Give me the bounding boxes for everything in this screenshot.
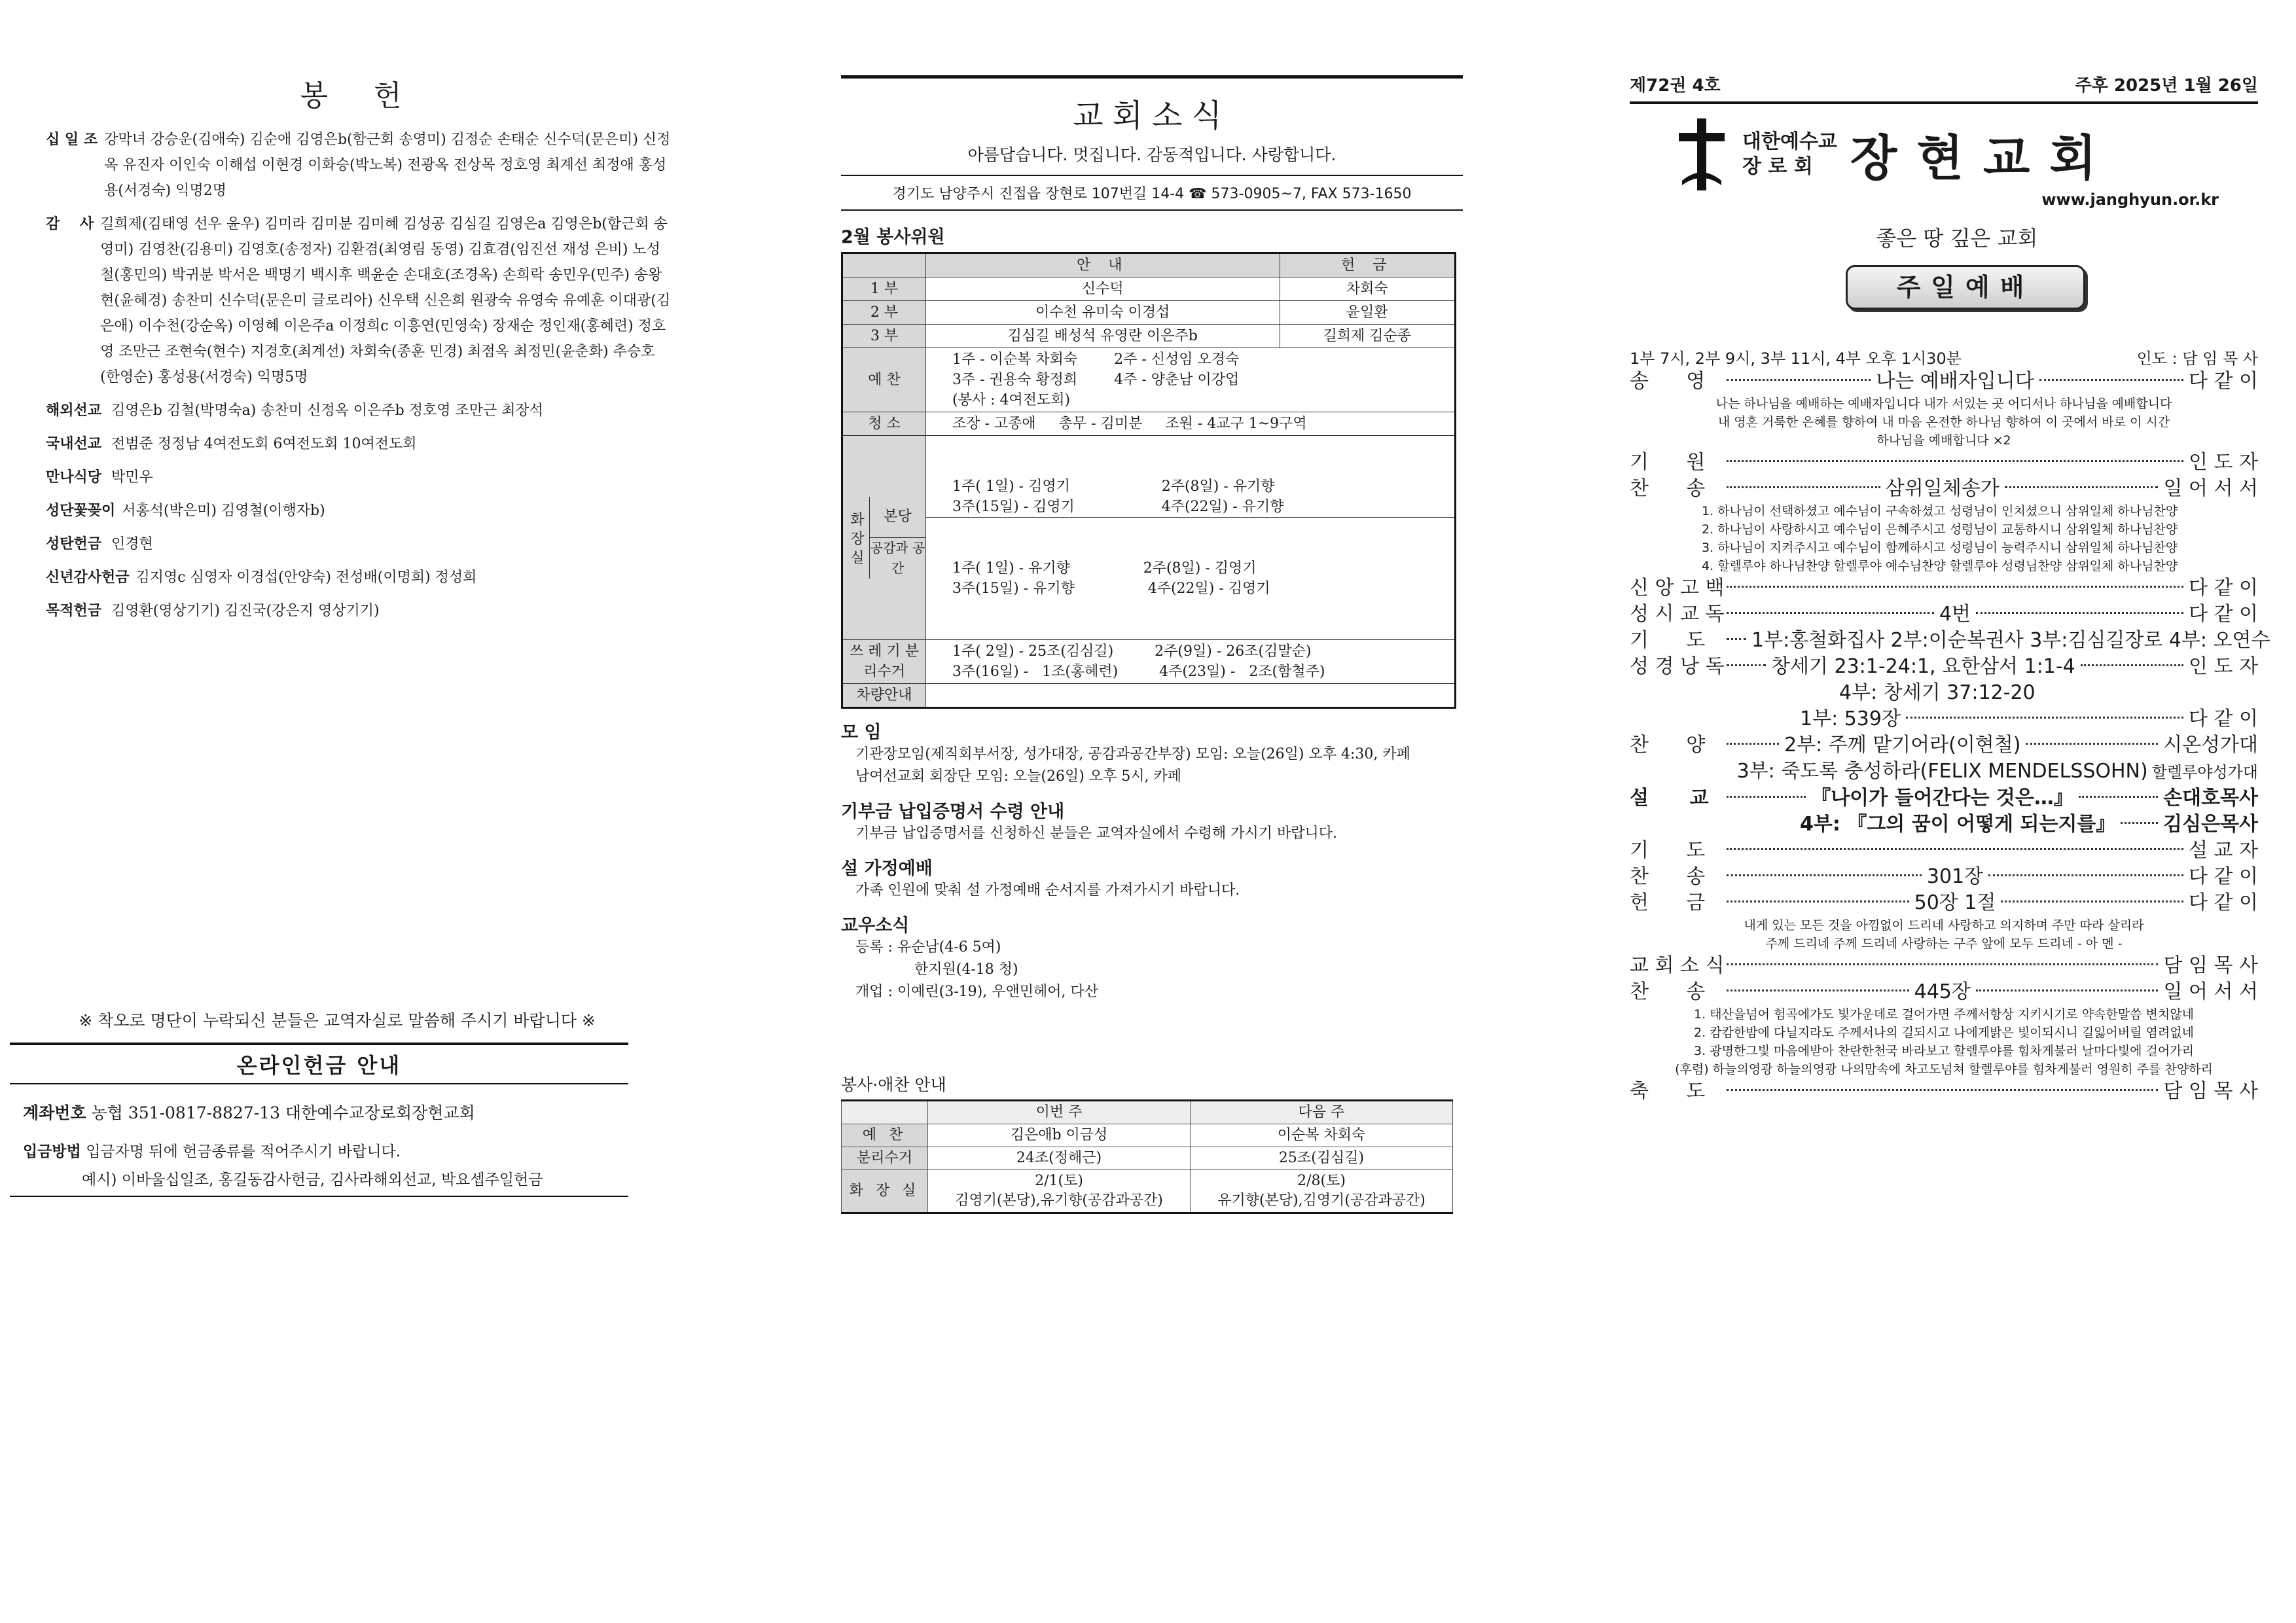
hymn-lyrics: 나는 하나님을 예배하는 예배자입니다 내가 서있는 곳 어디서나 하나님을 예배합니다 내 영혼 거룩한 은혜를 향하여 내 마음 온전한 하나님 향하여 이 곳에서 바로 이 시간 하나님을 예배합니다 ×2 [1715,397,2172,448]
service-duty-title: 봉사·애찬 안내 [841,1075,946,1094]
restroom-schedule: 1주( 1일) - 김영기 2주(8일) - 유기향 3주(15일) - 김영기 4주(22일) - 유기향 1주( 1일) - 유기향 2주(8일) - 김영기 3주(15일) - 유기향 4주(22일) - 김영기 [926,436,1456,640]
worship-times: 1부 7시, 2부 9시, 3부 11시, 4부 오후 1시30분 [1630,349,1962,368]
order-item: 송 영 나는 예배자입니다 다 같 이 [1630,370,2258,393]
offering-names: 김영환(영상기기) 김진국(강은지 영상기기) [111,603,380,619]
hymn-lyrics: 1. 하나님이 선택하셨고 예수님이 구속하셨고 성령님이 인치셨으니 삼위일체 하나님찬양 2. 하나님이 사랑하시고 예수님이 은혜주시고 성령님이 교통하시니 삼위일체 하나님찬양 3. 하나님이 지켜주시고 예수님이 함께하시고 성령님이 능력주시니 삼위일체 하나님찬양 4. 할렐루야 하나님찬양 할렐루야 예수님찬양 할렐루야 성령님찬양 삼위일체 하나님찬양 [1702,504,2178,573]
row-label: 청 소 [842,412,926,436]
service-duty-box [841,1060,1453,1214]
offering-column [46,0,674,1623]
offering-title: 봉 헌 [300,79,420,113]
order-item: 기 도 1부:홍철화집사 2부:이순복권사 3부:김심길장로 4부: 오연수 [1630,629,2270,652]
divider [1630,101,2258,104]
worship-leader: 인도 : 담 임 목 사 [2136,349,2258,368]
volume-number: 제72권 4호 [1630,76,1721,96]
bulletin-date: 주후 2025년 1월 26일 [2075,76,2258,96]
offering-label: 목적헌금 [46,603,102,619]
order-item: 찬 송 삼위일체송가 일 어 서 서 [1630,477,2259,500]
meeting-title: 모 임 [841,722,882,743]
row-label: 화 장 실 본당 공감과 공간 [842,436,926,640]
offering-label: 성탄헌금 [46,536,102,552]
row-label: 분리수거 [842,1147,928,1170]
news-title: 교회소식 [1073,98,1231,134]
omission-notice: ※ 착오로 명단이 누락되신 분들은 교역자실로 말씀해 주시기 바랍니다 ※ [79,1011,596,1030]
offering-names: 김영은b 김철(박명숙a) 송찬미 신정옥 이은주b 정호영 조만근 최장석 [111,402,543,419]
table-cell: 이수천 유미숙 이경섭 [926,301,1280,325]
table-cell: 24조(정해근) [928,1147,1191,1170]
recycling-schedule: 1주( 2일) - 25조(김심길) 2주(9일) - 26조(김말순) 3주(16일) - 1조(홍혜련) 4주(23일) - 2조(함철주) [926,640,1456,684]
table-cell: 25조(김심길) [1191,1147,1453,1170]
denomination: 대한예수교 장 로 회 [1742,130,1837,178]
parking-cell [926,684,1456,708]
volunteers-table [841,252,1456,709]
row-label: 예 찬 [842,348,926,412]
order-item: 성 시 교 독 4번 다 같 이 [1630,603,2258,626]
church-slogan: 좋은 땅 깊은 교회 [1876,226,2038,251]
row-label: 차량안내 [842,684,926,708]
offering-names: 강막녀 강승운(김애숙) 김순애 김영은b(함근회 송영미) 김정순 손태순 신수덕(문은미) 신정옥 유진자 이인숙 이해섭 이현경 이화승(박노복) 전광옥 전상목 정호영 최계선 최정애 홍성용(서경숙) 익명2명 [104,132,671,199]
table-cell: 김은애b 이금성 [928,1124,1191,1147]
order-item: 헌 금 50장 1절 다 같 이 [1630,891,2258,914]
order-item: 찬 송 445장 일 어 서 서 [1630,980,2258,1003]
order-item: 4부: 『그의 꿈이 어떻게 되는지를』 김심은목사 [1800,813,2258,836]
offering-label: 만나식당 [46,469,102,486]
choir-schedule: 1주 - 이순복 차회숙 2주 - 신성임 오경숙 3주 - 권용숙 황정희 4주 - 양춘남 이강업 (봉사 : 4여전도회) [926,348,1456,412]
order-item: 축 도 담 임 목 사 [1630,1080,2258,1103]
table-cell: 윤일환 [1280,301,1456,325]
bulletin-column [1630,0,2270,1623]
service-duty-table [841,1099,1453,1214]
offering-row [46,598,674,624]
row-label: 3 부 [842,325,926,348]
order-of-worship [1630,368,2270,1105]
bulletin-header [1630,72,2258,96]
row-label: 쓰 레 기 분리수거 [842,640,926,684]
volunteers-title: 2월 봉사위원 [841,227,945,247]
row-label: 화 장 실 [842,1170,928,1213]
divider [10,1196,628,1197]
offering-row [46,211,674,390]
church-address: 경기도 남양주시 진접읍 장현로 107번길 14-4 ☎ 573-0905~7, FAX 573-1650 [841,175,1463,211]
offering-names: 박민우 [111,469,153,486]
col-header: 안 내 [926,253,1280,277]
offering-label: 감 사 [46,216,94,232]
newyear-title: 설 가정예배 [841,859,933,879]
offering-names: 전범준 정정남 4여전도회 6여전도회 10여전도회 [111,436,417,452]
order-item: 교 회 소 식 담 임 목 사 [1630,954,2258,977]
table-cell: 차회숙 [1280,277,1456,301]
news-slogan: 아름답습니다. 멋집니다. 감동적입니다. 사랑합니다. [967,145,1336,164]
offering-names: 인경현 [111,536,153,552]
offering-lyrics: 내게 있는 모든 것을 아낌없이 드리네 사랑하고 의지하며 주만 따라 살리라 주께 드리네 주께 드리네 사랑하는 구주 앞에 모두 드리네 - 아 멘 - [1744,918,2144,951]
offering-row [46,498,674,524]
offering-label: 신년감사헌금 [46,569,130,586]
account-value: 농협 351-0817-8827-13 대한예수교장로회장현교회 [91,1103,475,1122]
church-url[interactable]: www.janghyun.or.kr [2041,190,2219,209]
cleaning-schedule: 조장 - 고종애 총무 - 김미분 조원 - 4교구 1~9구역 [926,412,1456,436]
offering-row [46,127,674,204]
offering-row [46,565,674,590]
cross-icon [1676,118,1728,190]
offering-label: 국내선교 [46,436,102,452]
col-header: 이번 주 [928,1101,1191,1124]
worship-title-badge: 주일예배 [1846,265,2085,310]
order-item: 신 앙 고 백 다 같 이 [1630,577,2258,599]
anthem-item: 3부: 죽도록 충성하라(FELIX MENDELSSOHN) 할렐루야성가대 [1736,760,2258,783]
account-label: 계좌번호 [23,1103,86,1122]
method-value: 입금자명 뒤에 헌금종류를 적어주시기 바랍니다. [86,1143,401,1160]
table-cell: 2/1(토) 김영기(본당),유기향(공감과공간) [928,1170,1191,1213]
news-column [841,0,1463,1623]
table-cell: 이순복 차회숙 [1191,1124,1453,1147]
order-item: 기 원 인 도 자 [1630,451,2258,474]
member-news-text: 등록 : 유순남(4-6 5여) 한지원(4-18 청) 개업 : 이예린(3-19), 우앤민헤어, 다산 [855,939,1098,1000]
order-item: 기 도 설 교 자 [1630,839,2258,862]
table-cell: 길희제 김순종 [1280,325,1456,348]
table-cell: 2/8(토) 유기향(본당),김영기(공감과공간) [1191,1170,1453,1213]
online-title: 온라인헌금 안내 [236,1053,402,1078]
church-logo [1676,118,2258,190]
order-item: 찬 송 301장 다 같 이 [1630,865,2259,888]
method-label: 입금방법 [23,1143,81,1160]
offering-row [46,531,674,557]
offering-list [46,127,674,624]
table-cell: 신수덕 [926,277,1280,301]
offering-names: 길희제(김태영 선우 윤우) 김미라 김미분 김미혜 김성공 김심길 김영은a 김영은b(함근회 송영미) 김영찬(김용미) 김영호(송정자) 김환겸(최영림 동영) 김효겸(임진선 재성 은비) 노성철(홍민의) 박귀분 박서은 백명기 백시후 백윤순 손대호(조경옥) 손희락 송민우(민주) 송왕현(윤혜경) 송찬미 신수덕(문은미 글로리아) 신우택 신은희 원광숙 유영숙 유예훈 이대광(김은애) 이수천(강순옥) 이영혜 이은주a 이정희c 이흥연(민영숙) 장재순 정인재(홍혜련) 정호영 조만근 조현숙(현수) 지경호(최계선) 차회숙(종훈 민경) 최점옥 최정민(윤춘화) 추승호(한영순) 홍성용(서경숙) 익명5명 [100,216,671,385]
offering-row [46,398,674,423]
row-label: 1 부 [842,277,926,301]
divider [841,75,1463,79]
divider [10,1083,628,1084]
order-item: 설 교 『나이가 들어간다는 것은…』 손대호목사 [1630,787,2259,810]
service-times [1630,346,2258,368]
col-header: 다음 주 [1191,1101,1453,1124]
offering-names: 서홍석(박은미) 김영철(이행자b) [122,503,325,519]
anthem-item: 찬 양 2부: 주께 맡기어라(이현철) 시온성가대 [1630,734,2258,757]
row-label: 예 찬 [842,1124,928,1147]
row-label: 2 부 [842,301,926,325]
offering-label: 십 일 조 [46,132,98,148]
offering-row [46,465,674,490]
meeting-text: 기관장모임(제직회부서장, 성가대장, 공감과공간부장) 모임: 오늘(26일) 오후 4:30, 카페 남여선교회 회장단 모임: 오늘(26일) 오후 5시, 카페 [855,746,1410,785]
offering-label: 해외선교 [46,402,102,419]
newyear-text: 가족 인원에 맞춰 설 가정예배 순서지를 가져가시기 바랍니다. [855,882,1240,899]
offering-label: 성단꽃꽂이 [46,503,116,519]
col-header: 헌 금 [1280,253,1456,277]
offering-names: 김지영c 심영자 이경섭(안양숙) 전성배(이명희) 정성희 [135,569,477,586]
church-name: 장현교회 [1850,130,2116,187]
online-offering-box [10,1043,628,1197]
receipt-text: 기부금 납입증명서를 신청하신 분들은 교역자실에서 수령해 가시기 바랍니다. [855,825,1338,842]
table-cell: 김심길 배성석 유영란 이은주b [926,325,1280,348]
member-news-title: 교우소식 [841,916,910,936]
anthem-item: 1부: 539장 다 같 이 [1800,707,2258,730]
receipt-title: 기부금 납입증명서 수령 안내 [841,802,1065,822]
order-item: 성 경 낭 독 창세기 23:1-24:1, 요한삼서 1:1-4 인 도 자 [1630,655,2258,678]
divider [10,1043,628,1045]
method-example: 예시) 이바울십일조, 홍길동감사헌금, 김사라해외선교, 박요셉주일헌금 [82,1171,543,1188]
offering-row [46,431,674,457]
reading-4: 4부: 창세기 37:12-20 [1839,681,2036,704]
hymn-lyrics: 1. 태산을넘어 험곡에가도 빛가운데로 걸어가면 주께서항상 지키시기로 약속한말씀 변치않네 2. 캄캄한밤에 다닐지라도 주께서나의 길되시고 나에게밝은 빛이되시니 길잃어버릴 염려없네 3. 광명한그빛 마음에받아 찬란한천국 바라보고 할렐루야를 힘차게불러 날마다빛에 걸어가리 (후렴) 하늘의영광 하늘의영광 나의맘속에 차고도넘쳐 할렐루야를 힘차게불러 영원히 주를 찬양하리 [1675,1007,2213,1077]
